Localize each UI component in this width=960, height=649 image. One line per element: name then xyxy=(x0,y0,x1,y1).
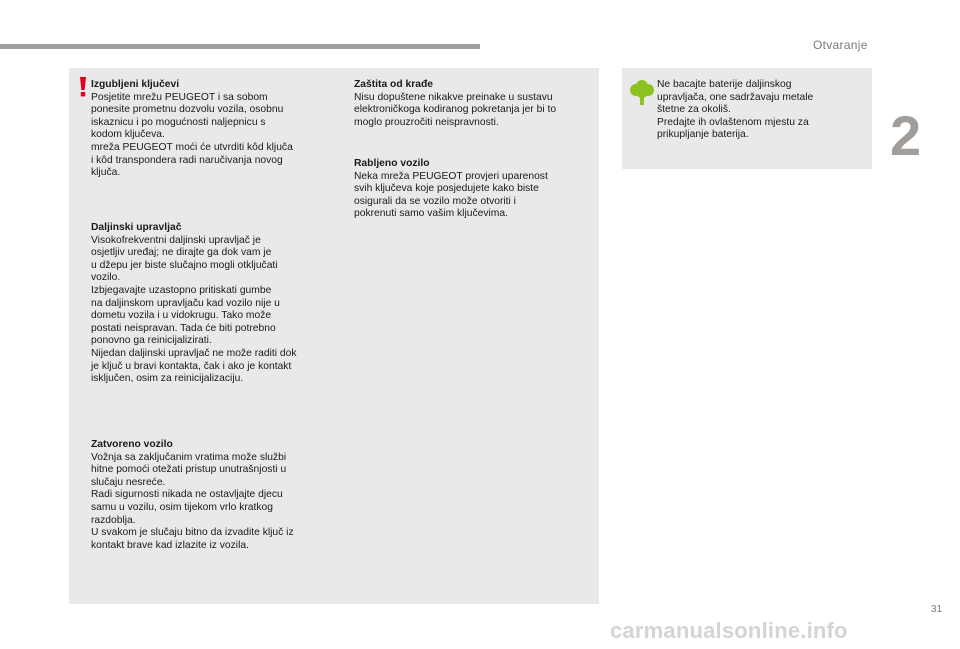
section-title: Otvaranje xyxy=(813,38,868,52)
theft-heading: Zaštita od krađe xyxy=(354,79,433,90)
used-vehicle-section xyxy=(354,158,599,221)
theft-text: Nisu dopuštene nikakve preinake u sustavu elektroničkoga kodiranog pokretanja jer bi to moglo prouzročiti neispravnosti. xyxy=(354,91,557,128)
used-vehicle-text: Neka mreža PEUGEOT provjeri uparenost svih ključeva koje posjedujete kako biste osigurali da se vozilo može otvoriti i pokrenuti samo vašim ključevima. xyxy=(354,170,548,220)
tree-icon xyxy=(629,79,655,105)
exclamation-icon xyxy=(76,76,90,98)
lost-keys-text: Posjetite mrežu PEUGEOT i sa sobom ponesite prometnu dozvolu vozila, osobnu iskaznicu i po mogućnosti naljepnicu s kodom ključeva. mreža PEUGEOT moći će utvrditi kôd ključa i kôd transpondera radi naručivanja novog ključa. xyxy=(91,91,293,179)
top-rule xyxy=(0,44,480,49)
used-vehicle-heading: Rabljeno vozilo xyxy=(354,158,430,169)
remote-section xyxy=(91,222,346,386)
lost-keys-heading: Izgubljeni ključevi xyxy=(91,79,180,90)
chapter-number: 2 xyxy=(890,104,922,167)
closed-vehicle-section xyxy=(91,439,341,552)
battery-disposal-note xyxy=(657,79,869,142)
closed-vehicle-heading: Zatvoreno vozilo xyxy=(91,439,173,450)
remote-heading: Daljinski upravljač xyxy=(91,222,182,233)
watermark: carmanualsonline.info xyxy=(610,618,848,643)
page-number: 31 xyxy=(931,604,943,615)
closed-vehicle-text: Vožnja sa zaključanim vratima može službi hitne pomoći otežati pristup unutrašnjosti u slučaju nesreće. Radi sigurnosti nikada ne ostavljajte djecu samu u vozilu, osim tijekom vrlo kratkog razdoblja. U svakom je slučaju bitno da izvadite ključ iz kontakt brave kad izlazite iz vozila. xyxy=(91,451,294,551)
theft-section xyxy=(354,79,599,129)
battery-disposal-text: Ne bacajte baterije daljinskog upravljača, one sadržavaju metale štetne za okoliš. Predajte ih ovlaštenom mjestu za prikupljanje baterija. xyxy=(657,79,814,141)
lost-keys-section xyxy=(91,79,341,180)
remote-text: Visokofrekventni daljinski upravljač je osjetljiv uređaj; ne dirajte ga dok vam je u džepu jer biste slučajno mogli otključati vozilo. Izbjegavajte uzastopno pritiskati gumbe na daljinskom upravljaču kad vozilo nije u dometu vozila i u vidokrugu. Tako može postati neispravan. Tada će biti potrebno ponovno ga reinicijalizirati. Nijedan daljinski upravljač ne može raditi dok je ključ u bravi kontakta, čak i ako je kontakt isključen, osim za reinicijalizaciju. xyxy=(91,234,297,385)
